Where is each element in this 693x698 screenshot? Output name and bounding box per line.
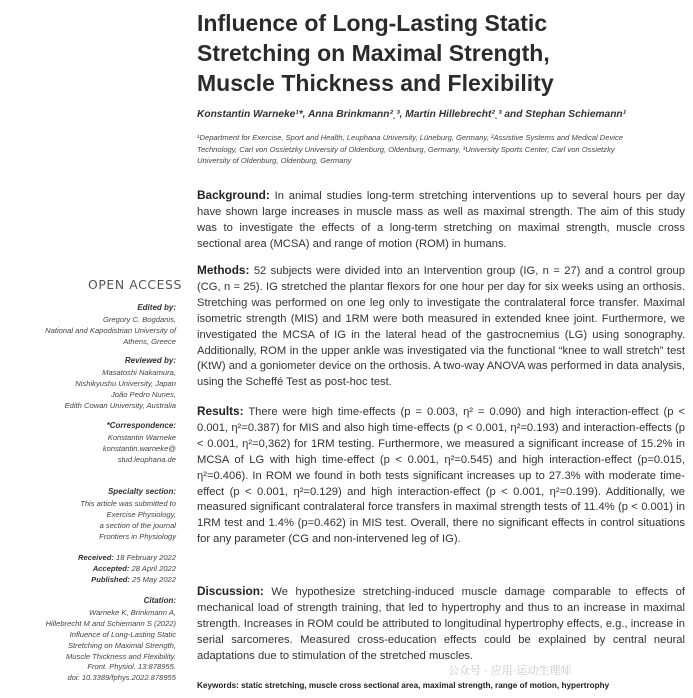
- section-text: There were high time-effects (p = 0.003, η² = 0.090) and high interaction-effect (p < 0.001, η²=0.387) for MIS and also high time-effects (p < 0.001, η²=0.193) and interaction-effects (p < 0.001, η²=0,362) for 1RM testing. Furthermore, we measured a significant increase of 15.2% in MCSA of LG with high time-effect (p < 0.001, η²=0.545) and high interaction-effect (p=0.015, η²=0.406). In ROM we found in both tests significant increases up to 27.3% with moderate time-effect (p < 0.001, η²=0.129) and high interaction-effect (p < 0.001, η²=0.199). Additionally, we measured significant contralateral force transfers in maximal strength tests of 11.4% (p < 0.001) in 1RM test and 1.4% (p=0.462) in MIS test. Overall, there no significant effects in control situations for any parameter (CG and non-intervened leg of IG).: [197, 406, 686, 546]
- section-text: We hypothesize stretching-induced muscle damage comparable to effects of mechanical load of strength training, that led to hypertrophy and thus to an increase in maximal strength. Increases in ROM could be attributed to longitudinal hypertrophy effects, e.g., increase in serial sarcomeres. Measured cross-education effects could be explained by central neural adaptations due to stimulation of the stretched muscles.: [197, 586, 686, 662]
- correspondence-heading: *Correspondence:: [106, 421, 176, 430]
- edited-by-heading: Edited by:: [137, 303, 176, 312]
- citation-block: [8, 596, 176, 684]
- reviewer-line: Masatoshi Nakamura,: [102, 367, 176, 377]
- keywords: Keywords: static stretching, muscle cross sectional area, maximal strength, range of motion, hypertrophy: [197, 681, 610, 690]
- correspondence-line: Konstantin Warneke: [107, 432, 176, 442]
- citation-line: Stretching on Maximal Strength,: [67, 640, 176, 650]
- reviewed-by-block: [8, 356, 176, 412]
- correspondence-block: [8, 421, 176, 466]
- specialty-line: Frontiers in Physiology: [99, 531, 176, 541]
- accepted-row: [8, 564, 176, 575]
- received-label: Received:: [78, 553, 114, 562]
- title-line: Influence of Long-Lasting Static: [197, 10, 548, 36]
- citation-line: Warneke K, Brinkmann A,: [89, 607, 176, 617]
- received-date: 18 February 2022: [116, 553, 176, 562]
- reviewer-line: Nishikyushu University, Japan: [75, 378, 176, 388]
- section-heading: Discussion:: [197, 584, 264, 598]
- section-text: 52 subjects were divided into an Intervention group (IG, n = 27) and a control group (CG, n = 25). IG stretched the plantar flexors for one hour per day for six weeks using an orthosis. Stretching was performed on one leg only to investigate the contralateral force transfer. Maximal isometric strength (MIS) and 1RM were both measured in extended knee joint. Furthermore, we investigated the MCSA of IG in the lateral head of the gastrocnemius (LG) using sonography. Additionally, ROM in the upper ankle was investigated via the functional “knee to wall stretch” test (KtW) and a goniometer device on the orthosis. A two-way ANOVA was performed in data analysis, using the Scheffé Test as post-hoc test.: [197, 265, 686, 389]
- published-row: [8, 575, 176, 586]
- affiliation-line: Technology, Carl von Ossietzky University of Oldenburg, Oldenburg, Germany, ³University Sports Center, Carl von Ossietzky: [197, 144, 615, 154]
- title-line: Stretching on Maximal Strength,: [197, 40, 550, 66]
- affiliation-line: ¹Department for Exercise, Sport and Health, Leuphana University, Lüneburg, Germany, ²Assistive Systems and Medical Device: [197, 133, 624, 142]
- accepted-date: 28 April 2022: [131, 563, 176, 573]
- reviewed-by-heading: Reviewed by:: [124, 356, 176, 365]
- specialty-line: a section of the journal: [99, 520, 176, 530]
- title-line: Muscle Thickness and Flexibility: [197, 70, 554, 96]
- citation-line: Muscle Thickness and Flexibility.: [65, 651, 176, 661]
- correspondence-email[interactable]: stud.leuphana.de: [117, 454, 176, 464]
- author-list: Konstantin Warneke¹*, Anna Brinkmann²ˎ³, Martin Hillebrecht²ˎ³ and Stephan Schiemann¹: [197, 109, 627, 120]
- watermark-text: 公众号 · 应用·运动生理师: [448, 665, 572, 677]
- section-heading: Results:: [197, 404, 244, 418]
- editor-line: National and Kapodistrian University of: [45, 325, 176, 335]
- affiliations: [197, 132, 672, 167]
- abstract-background: [197, 188, 685, 253]
- abstract-results: [197, 404, 685, 548]
- citation-line: Influence of Long-Lasting Static: [69, 629, 176, 639]
- section-heading: Methods:: [197, 263, 250, 277]
- published-label: Published:: [91, 574, 130, 584]
- editor-line: Athens, Greece: [123, 336, 176, 346]
- abstract-methods: [197, 263, 685, 391]
- specialty-heading: Specialty section:: [107, 487, 176, 496]
- specialty-block: [8, 487, 176, 543]
- reviewer-line: João Pedro Nunes,: [110, 389, 176, 399]
- editor-line: Gregory C. Bogdanis,: [102, 314, 176, 324]
- received-row: [8, 553, 176, 564]
- citation-heading: Citation:: [143, 596, 176, 605]
- correspondence-email[interactable]: konstantin.warneke@: [102, 443, 176, 453]
- accepted-label: Accepted:: [92, 563, 130, 573]
- citation-line: Front. Physiol. 13:878955.: [87, 662, 176, 672]
- published-date: 25 May 2022: [132, 574, 176, 584]
- article-title: [197, 8, 677, 98]
- section-text: In animal studies long-term stretching interventions up to several hours per day have shown large increases in muscle mass as well as maximal strength. The aim of this study was to investigate the effects of a long-term stretching on maximal strength, muscle cross sectional area (MCSA) and range of motion (ROM) in humans.: [197, 190, 685, 250]
- open-access-label: OPEN ACCESS: [88, 277, 182, 292]
- citation-doi[interactable]: doi: 10.3389/fphys.2022.878955: [67, 673, 176, 683]
- affiliation-line: University of Oldenburg, Oldenburg, Germany: [197, 156, 352, 166]
- reviewer-line: Edith Cowan University, Australia: [64, 400, 176, 410]
- dates-block: [8, 553, 176, 586]
- specialty-line: This article was submitted to: [80, 498, 176, 508]
- section-heading: Background:: [197, 188, 270, 202]
- citation-line: Hillebrecht M and Schiemann S (2022): [45, 618, 176, 628]
- abstract-discussion: [197, 584, 685, 665]
- specialty-line: Exercise Physiology,: [106, 509, 176, 519]
- edited-by-block: [8, 303, 176, 348]
